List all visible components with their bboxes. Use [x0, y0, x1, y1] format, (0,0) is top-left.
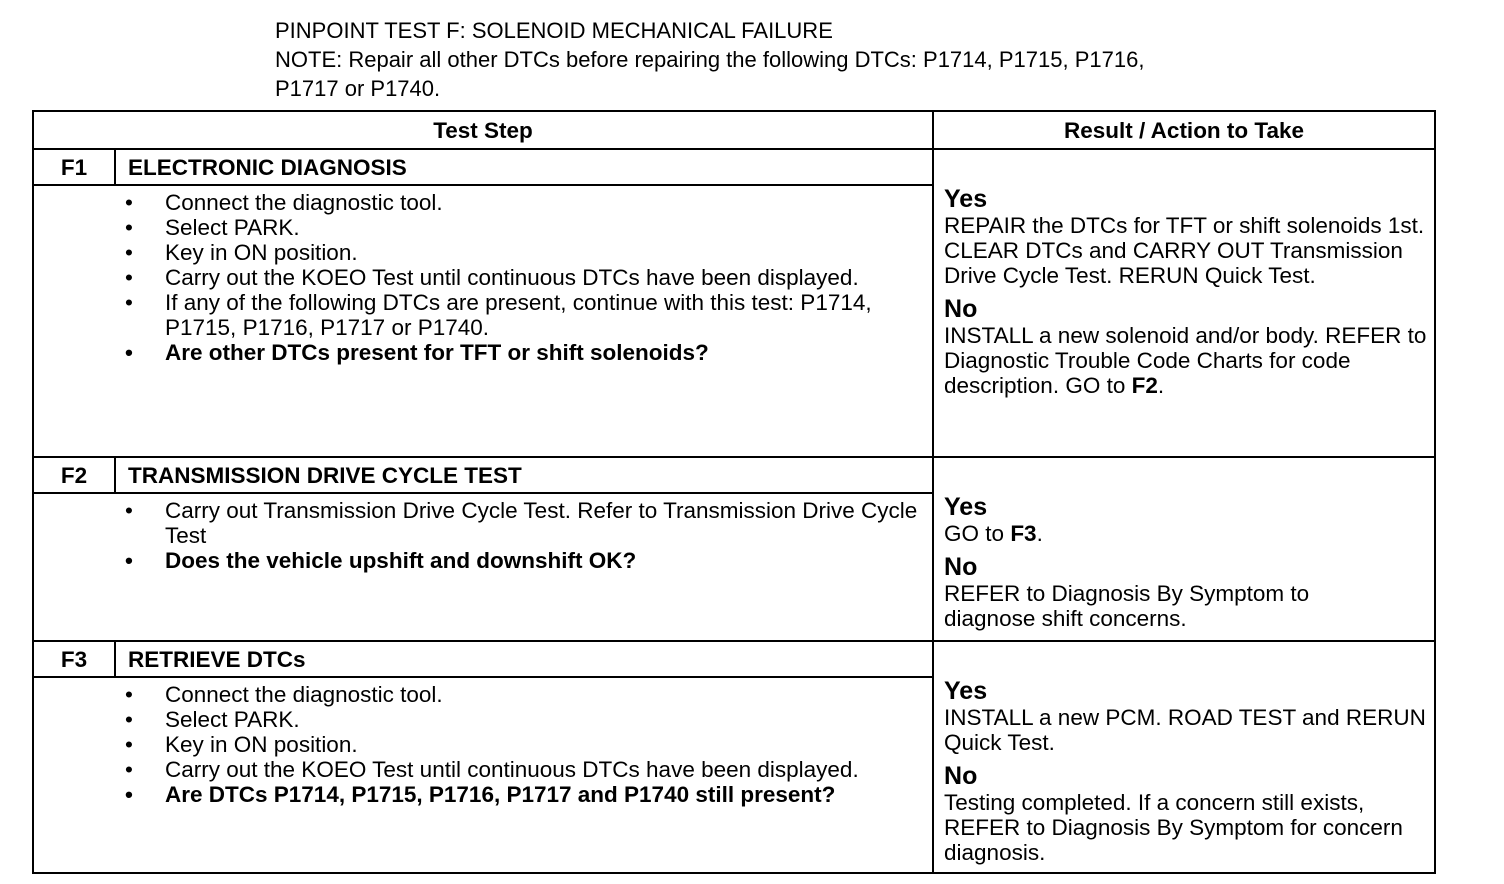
step-title: RETRIEVE DTCs — [115, 641, 933, 677]
list-item: • Select PARK. — [115, 707, 922, 732]
step-instructions — [115, 677, 933, 873]
yes-action: INSTALL a new PCM. ROAD TEST and RERUN Quick Test. — [944, 705, 1426, 755]
no-action: Testing completed. If a concern still exists, REFER to Diagnosis By Symptom for concern diagnosis. — [944, 790, 1403, 865]
list-item: • Carry out Transmission Drive Cycle Test. Refer to Transmission Drive Cycle Test — [115, 498, 922, 548]
no-action-suffix: . — [1157, 373, 1165, 398]
list-item: • Connect the diagnostic tool. — [115, 682, 922, 707]
step-id: F1 — [33, 149, 115, 185]
no-label: No — [944, 295, 978, 323]
result-header: Result / Action to Take — [933, 111, 1435, 149]
table-header-row — [33, 111, 1435, 149]
step-title-row — [33, 641, 1435, 677]
note-line-1: NOTE: Repair all other DTCs before repairing the following DTCs: P1714, P1715, P1716, — [275, 47, 1145, 72]
test-step-header: Test Step — [33, 111, 933, 149]
step-question: • Does the vehicle upshift and downshift OK? — [115, 548, 922, 573]
no-label: No — [944, 553, 978, 581]
step-id: F2 — [33, 457, 115, 493]
no-action — [944, 323, 1434, 398]
goto-step-link[interactable]: F2 — [1131, 373, 1158, 398]
step-question: • Are DTCs P1714, P1715, P1716, P1717 and P1740 still present? — [115, 782, 922, 807]
step-title-row — [33, 457, 1435, 493]
no-action: REFER to Diagnosis By Symptom to diagnose shift concerns. — [944, 581, 1310, 631]
page-title: PINPOINT TEST F: SOLENOID MECHANICAL FAILURE — [275, 18, 833, 43]
yes-label: Yes — [944, 185, 988, 213]
yes-label: Yes — [944, 493, 988, 521]
step-id-spacer — [33, 185, 115, 457]
list-item: • Key in ON position. — [115, 732, 922, 757]
step-title: ELECTRONIC DIAGNOSIS — [115, 149, 933, 185]
list-item: • Key in ON position. — [115, 240, 922, 265]
yes-label: Yes — [944, 677, 988, 705]
step-result — [933, 149, 1435, 457]
yes-action-text: GO to — [944, 521, 1005, 546]
list-item: • Connect the diagnostic tool. — [115, 190, 922, 215]
step-title-row — [33, 149, 1435, 185]
step-result — [933, 641, 1435, 873]
step-question: • Are other DTCs present for TFT or shift solenoids? — [115, 340, 922, 365]
step-id-spacer — [33, 493, 115, 641]
pinpoint-test-table — [32, 110, 1436, 874]
list-item: • Carry out the KOEO Test until continuous DTCs have been displayed. — [115, 757, 922, 782]
yes-action — [944, 521, 1434, 546]
note-line-2: P1717 or P1740. — [275, 76, 441, 101]
step-instructions — [115, 185, 933, 457]
step-instructions — [115, 493, 933, 641]
list-item: • Carry out the KOEO Test until continuous DTCs have been displayed. — [115, 265, 922, 290]
no-label: No — [944, 762, 978, 790]
step-id-spacer — [33, 677, 115, 873]
step-title: TRANSMISSION DRIVE CYCLE TEST — [115, 457, 933, 493]
step-result — [933, 457, 1435, 641]
step-id: F3 — [33, 641, 115, 677]
list-item: • Select PARK. — [115, 215, 922, 240]
yes-action: REPAIR the DTCs for TFT or shift solenoids 1st. CLEAR DTCs and CARRY OUT Transmission Drive Cycle Test. RERUN Quick Test. — [944, 213, 1425, 288]
no-action-text: INSTALL a new solenoid and/or body. REFER to Diagnostic Trouble Code Charts for code description. GO to — [944, 323, 1427, 398]
yes-action-suffix: . — [1036, 521, 1043, 546]
goto-step-link[interactable]: F3 — [1010, 521, 1037, 546]
document-header — [275, 16, 1144, 103]
list-item: • If any of the following DTCs are present, continue with this test: P1714, P1715, P1716, P1717 or P1740. — [115, 290, 922, 340]
